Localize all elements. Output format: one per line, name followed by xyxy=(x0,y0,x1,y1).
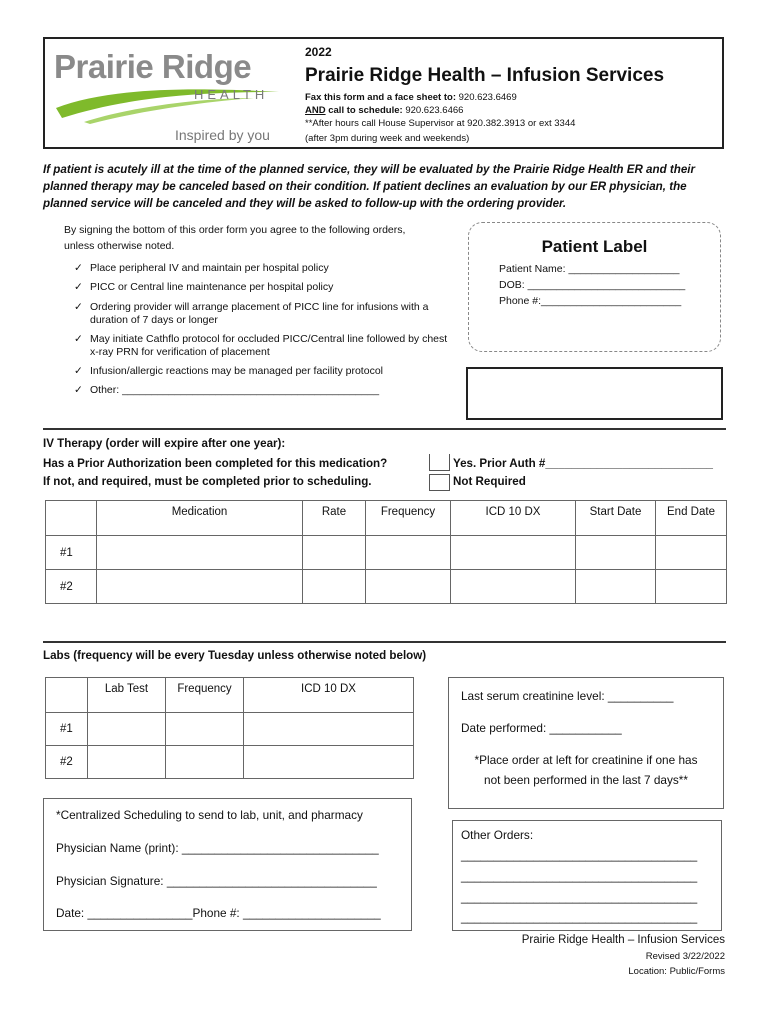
other-orders-line[interactable]: ____________________________________ xyxy=(461,848,698,862)
rate-cell[interactable] xyxy=(303,570,366,604)
check-icon: ✓ xyxy=(74,301,83,313)
patient-label-box[interactable] xyxy=(468,222,721,352)
row-number: #2 xyxy=(46,746,88,779)
check-icon: ✓ xyxy=(74,281,83,293)
table-header-cell: ICD 10 DX xyxy=(244,678,414,713)
end-date-cell[interactable] xyxy=(656,536,727,570)
fax-label: Fax this form and a face sheet to: xyxy=(305,92,456,103)
table-header-cell xyxy=(46,501,97,536)
rate-cell[interactable] xyxy=(303,536,366,570)
table-header-cell: Medication xyxy=(97,501,303,536)
logo-tagline: Inspired by you xyxy=(175,127,270,143)
medication-cell[interactable] xyxy=(97,536,303,570)
not-required-label: Not Required xyxy=(453,475,526,488)
frequency-cell[interactable] xyxy=(366,570,451,604)
other-orders-box xyxy=(452,820,722,931)
date-performed-field[interactable]: Date performed: ___________ xyxy=(461,721,622,735)
medication-table xyxy=(45,500,727,604)
table-header-row xyxy=(46,678,414,713)
lab-frequency-cell[interactable] xyxy=(166,746,244,779)
patient-name-field[interactable]: Patient Name: ___________________ xyxy=(499,263,680,275)
frequency-cell[interactable] xyxy=(366,536,451,570)
creatinine-box xyxy=(448,677,724,809)
table-header-cell xyxy=(46,678,88,713)
lab-test-cell[interactable] xyxy=(88,713,166,746)
consent-item-text: May initiate Cathflo protocol for occluded PICC/Central line followed by chest x-ray PRN for verification of placement xyxy=(90,333,448,358)
after-hours-note: (after 3pm during week and weekends) xyxy=(305,133,470,144)
check-icon: ✓ xyxy=(74,365,83,377)
table-header-cell: ICD 10 DX xyxy=(451,501,576,536)
blank-box[interactable] xyxy=(466,367,723,420)
table-header-cell: Frequency xyxy=(166,678,244,713)
form-year: 2022 xyxy=(305,45,332,59)
table-row xyxy=(46,570,727,604)
table-header-cell: Lab Test xyxy=(88,678,166,713)
other-orders-title: Other Orders: xyxy=(461,828,534,842)
scheduling-note: *Centralized Scheduling to send to lab, unit, and pharmacy xyxy=(56,808,363,822)
check-icon: ✓ xyxy=(74,384,83,396)
table-header-cell: Frequency xyxy=(366,501,451,536)
dob-field[interactable]: DOB: ___________________________ xyxy=(499,279,686,291)
start-date-cell[interactable] xyxy=(576,570,656,604)
call-line xyxy=(305,105,463,116)
table-header-row xyxy=(46,501,727,536)
call-number: 920.623.6466 xyxy=(405,105,464,116)
logo-wordmark: Prairie Ridge xyxy=(54,48,252,85)
consent-item-text: Infusion/allergic reactions may be managed per facility protocol xyxy=(90,365,383,377)
physician-name-field[interactable]: Physician Name (print): ______________________________ xyxy=(56,841,379,855)
prior-auth-yes-label: Yes. Prior Auth #__________________________ xyxy=(453,457,713,470)
call-and: AND xyxy=(305,105,326,116)
creatinine-note-line2: not been performed in the last 7 days** xyxy=(484,773,688,787)
prairie-ridge-logo xyxy=(50,40,290,148)
other-orders-line[interactable]: ____________________________________ xyxy=(461,890,698,904)
form-title: Prairie Ridge Health – Infusion Services xyxy=(305,65,665,86)
lab-icd-cell[interactable] xyxy=(244,713,414,746)
other-orders-line[interactable]: ____________________________________ xyxy=(461,910,698,924)
lab-icd-cell[interactable] xyxy=(244,746,414,779)
table-header-cell: End Date xyxy=(656,501,727,536)
table-header-cell: Start Date xyxy=(576,501,656,536)
consent-item-text: Place peripheral IV and maintain per hospital policy xyxy=(90,262,329,274)
row-number: #2 xyxy=(46,570,97,604)
after-hours: **After hours call House Supervisor at 920.382.3913 or ext 3344 xyxy=(305,118,576,129)
physician-signature-field[interactable]: Physician Signature: ________________________________ xyxy=(56,874,377,888)
prior-auth-question: Has a Prior Authorization been completed for this medication? xyxy=(43,457,388,470)
icd-cell[interactable] xyxy=(451,570,576,604)
phone-field[interactable]: Phone #:________________________ xyxy=(499,295,682,307)
consent-item-text: PICC or Central line maintenance per hospital policy xyxy=(90,281,334,293)
check-icon: ✓ xyxy=(74,333,83,345)
prior-auth-note: If not, and required, must be completed prior to scheduling. xyxy=(43,475,372,488)
labs-table xyxy=(45,677,414,779)
row-number: #1 xyxy=(46,536,97,570)
icd-cell[interactable] xyxy=(451,536,576,570)
consent-item-text: Other: ____________________________________________ xyxy=(90,384,380,396)
footer-title: Prairie Ridge Health – Infusion Services xyxy=(521,934,725,946)
iv-therapy-heading: IV Therapy (order will expire after one year): xyxy=(43,437,286,450)
call-label: call to schedule: xyxy=(328,105,403,116)
date-phone-field[interactable]: Date: ________________Phone #: _____________________ xyxy=(56,906,381,920)
check-icon: ✓ xyxy=(74,262,83,274)
footer-revised: Revised 3/22/2022 xyxy=(645,951,725,962)
prior-auth-yes-checkbox[interactable] xyxy=(429,454,450,471)
not-required-checkbox[interactable] xyxy=(429,474,450,491)
fax-line xyxy=(305,92,517,103)
lab-frequency-cell[interactable] xyxy=(166,713,244,746)
table-row xyxy=(46,746,414,779)
creatinine-note-line1: *Place order at left for creatinine if one has xyxy=(474,753,698,767)
lab-test-cell[interactable] xyxy=(88,746,166,779)
fax-number: 920.623.6469 xyxy=(458,92,517,103)
logo-health: HEALTH xyxy=(194,87,269,102)
start-date-cell[interactable] xyxy=(576,536,656,570)
table-row xyxy=(46,536,727,570)
other-orders-line[interactable]: ____________________________________ xyxy=(461,869,698,883)
divider xyxy=(43,428,726,430)
consent-item-text: Ordering provider will arrange placement of PICC line for infusions with a duration of 7 days or longer xyxy=(90,301,429,326)
last-creatinine-field[interactable]: Last serum creatinine level: __________ xyxy=(461,689,674,703)
footer-location: Location: Public/Forms xyxy=(628,966,725,977)
divider xyxy=(43,641,726,643)
acute-illness-warning: If patient is acutely ill at the time of the planned service, they will be evaluated by the Prairie Ridge Health ER and their planned therapy may be canceled based on their condition. If patient declines an evaluation by our ER physician, the planned service will be canceled and they will be asked to follow-up with the ordering provider. xyxy=(43,163,695,210)
table-row xyxy=(46,713,414,746)
end-date-cell[interactable] xyxy=(656,570,727,604)
row-number: #1 xyxy=(46,713,88,746)
consent-intro: By signing the bottom of this order form you agree to the following orders, unless otherwise noted. xyxy=(64,224,406,252)
labs-heading: Labs (frequency will be every Tuesday unless otherwise noted below) xyxy=(43,649,427,662)
table-header-cell: Rate xyxy=(303,501,366,536)
medication-cell[interactable] xyxy=(97,570,303,604)
patient-label-title: Patient Label xyxy=(541,237,648,256)
physician-signature-box xyxy=(43,798,412,931)
